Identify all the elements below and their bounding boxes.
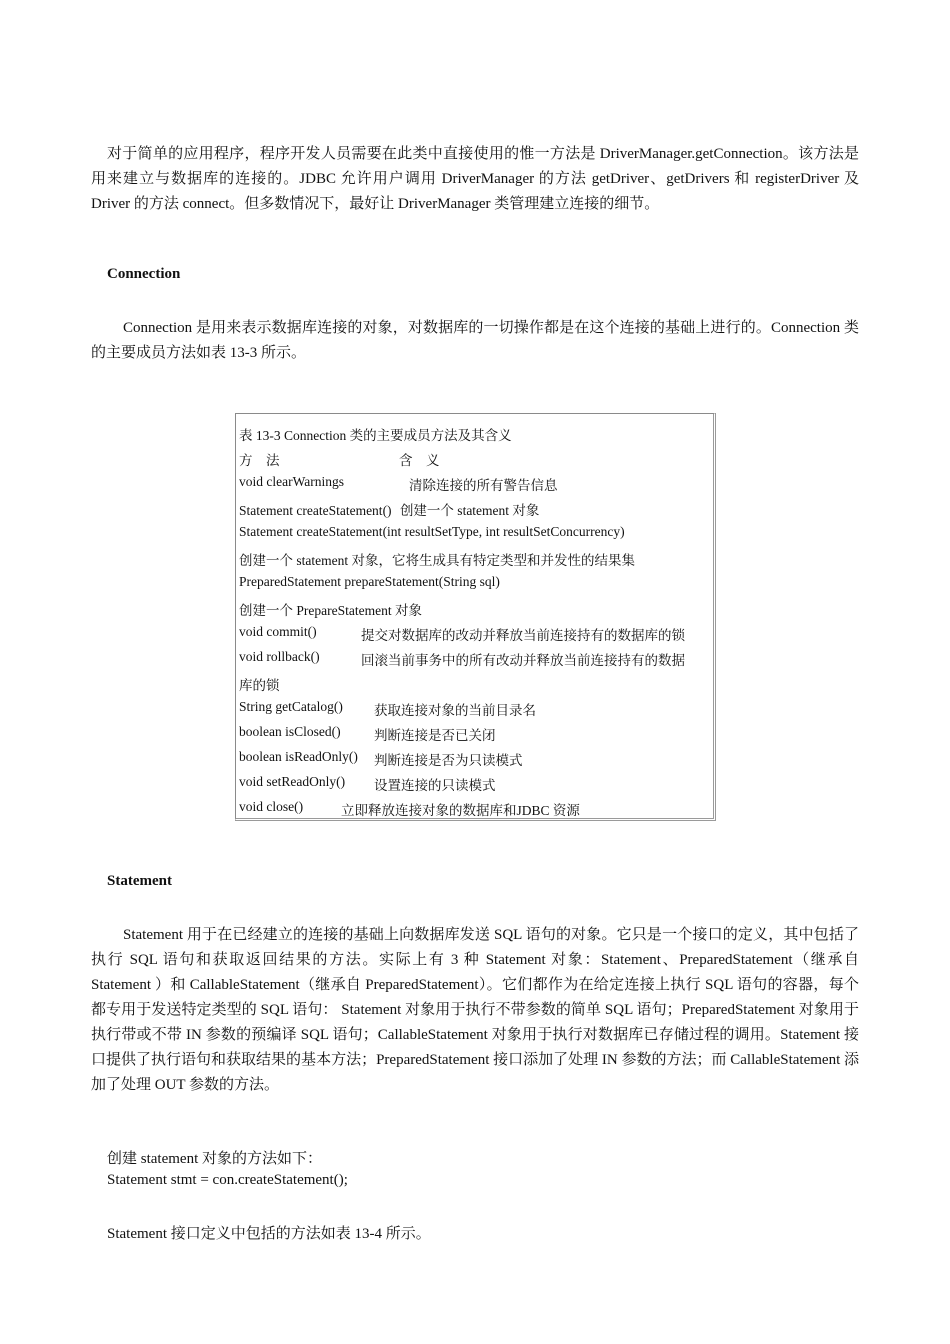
table-row bbox=[239, 499, 539, 519]
method-name: void commit() bbox=[239, 624, 317, 639]
table-row bbox=[239, 549, 635, 569]
intro-paragraph: 对于简单的应用程序，程序开发人员需要在此类中直接使用的惟一方法是 DriverManager.getConnection。该方法是用来建立与数据库的连接的。JDBC 允许用户调用 DriverManager 的方法 getDriver、getDrivers 和 registerDriver 及 Driver 的方法 connect。但多数情况下，最好让 DriverManager 类管理建立连接的细节。 bbox=[91, 146, 859, 212]
create-statement-line: 创建 statement 对象的方法如下： bbox=[107, 1151, 322, 1167]
statement-paragraph: Statement 用于在已经建立的连接的基础上向数据库发送 SQL 语句的对象。它只是一个接口的定义，其中包括了执行 SQL 语句和获取返回结果的方法。实际上有 3 种 Statement 对象：Statement、PreparedStatement（继承自 Statement ）和 CallableStatement（继承自 PreparedStatement）。它们都作为在给定连接上执行 SQL 语句的容器，每个都专用于发送特定类型的 SQL 语句： Statement 对象用于执行不带参数的简单 SQL 语句；PreparedStatement 对象用于执行带或不带 IN 参数的预编译 SQL 语句；CallableStatement 对象用于执行对数据库已存储过程的调用。Statement 接口提供了执行语句和获取结果的基本方法；PreparedStatement 接口添加了处理 IN 参数的方法；而 CallableStatement 添加了处理 OUT 参数的方法。 bbox=[91, 927, 859, 1093]
header-meaning: 含 义 bbox=[399, 453, 440, 468]
table-row bbox=[239, 474, 558, 493]
table-row bbox=[239, 574, 500, 590]
method-meaning: 库的锁 bbox=[239, 678, 280, 693]
method-name: void setReadOnly() bbox=[239, 774, 346, 789]
method-meaning: 判断连接是否已关闭 bbox=[374, 728, 496, 743]
table-header-row bbox=[239, 449, 440, 469]
method-meaning: 立即释放连接对象的数据库和JDBC 资源 bbox=[341, 803, 580, 818]
table-row bbox=[239, 524, 625, 540]
table-row bbox=[239, 674, 280, 694]
method-meaning: 清除连接的所有警告信息 bbox=[409, 478, 558, 493]
method-meaning: 回滚当前事务中的所有改动并释放当前连接持有的数据 bbox=[361, 653, 685, 668]
method-name: boolean isReadOnly() bbox=[239, 749, 358, 764]
method-meaning: 创建一个 PrepareStatement 对象 bbox=[239, 603, 422, 618]
method-meaning: 设置连接的只读模式 bbox=[374, 778, 496, 793]
header-method: 方 法 bbox=[239, 453, 280, 468]
table-row bbox=[239, 724, 496, 743]
method-meaning: 创建一个 statement 对象，它将生成具有特定类型和并发性的结果集 bbox=[239, 553, 635, 568]
code-line: Statement stmt = con.createStatement(); bbox=[107, 1172, 348, 1188]
method-meaning: 获取连接对象的当前目录名 bbox=[374, 703, 536, 718]
method-name: Statement createStatement() bbox=[239, 503, 392, 518]
method-name: Statement createStatement(int resultSetType, int resultSetConcurrency) bbox=[239, 524, 625, 539]
statement-heading: Statement bbox=[107, 873, 172, 889]
connection-methods-table bbox=[235, 413, 716, 821]
table-row bbox=[239, 749, 523, 768]
method-name: void close() bbox=[239, 799, 304, 814]
method-name: String getCatalog() bbox=[239, 699, 343, 714]
table-row bbox=[239, 699, 536, 718]
table-row bbox=[239, 599, 422, 619]
table-caption: 表 13-3 Connection 类的主要成员方法及其含义 bbox=[239, 428, 512, 443]
table-reference-line: Statement 接口定义中包括的方法如表 13-4 所示。 bbox=[107, 1226, 431, 1242]
method-meaning: 创建一个 statement 对象 bbox=[399, 503, 540, 518]
method-meaning: 判断连接是否为只读模式 bbox=[374, 753, 523, 768]
table-row bbox=[239, 649, 685, 668]
method-meaning: 提交对数据库的改动并释放当前连接持有的数据库的锁 bbox=[361, 628, 685, 643]
connection-heading: Connection bbox=[107, 266, 181, 282]
method-name: boolean isClosed() bbox=[239, 724, 341, 739]
connection-paragraph: Connection 是用来表示数据库连接的对象，对数据库的一切操作都是在这个连接的基础上进行的。Connection 类的主要成员方法如表 13-3 所示。 bbox=[91, 320, 859, 361]
method-name: void clearWarnings bbox=[239, 474, 345, 489]
table-row bbox=[239, 799, 580, 818]
table-row bbox=[239, 624, 685, 643]
method-name: void rollback() bbox=[239, 649, 320, 664]
table-row bbox=[239, 774, 496, 793]
method-name: PreparedStatement prepareStatement(String sql) bbox=[239, 574, 500, 589]
